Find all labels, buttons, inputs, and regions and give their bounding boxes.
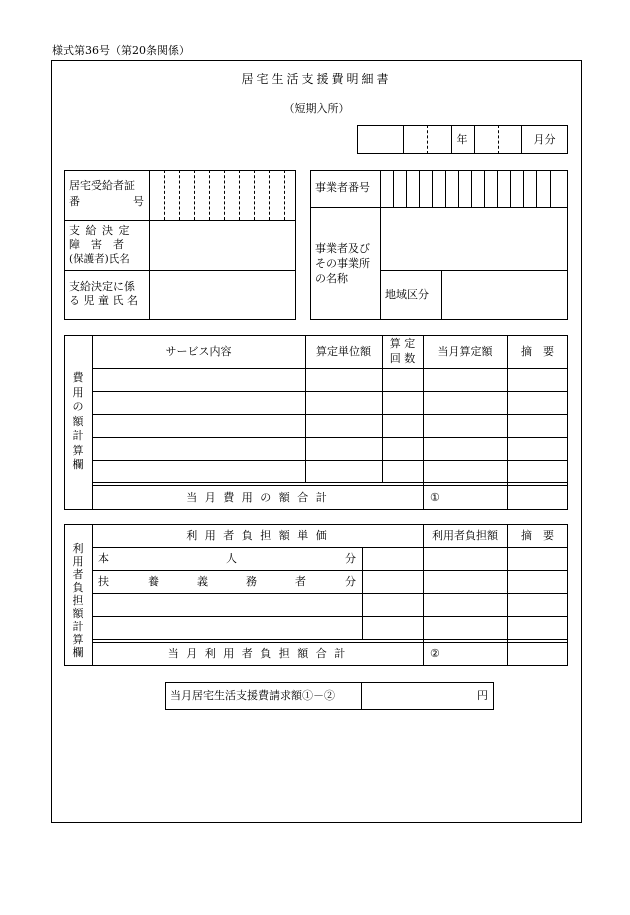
recipient-name-label: 支 給 決 定: [69, 224, 131, 237]
col-remarks: 摘 要: [521, 345, 554, 358]
year-label: 年: [456, 133, 468, 146]
burden-side-label: 利用者負担額計算欄: [72, 542, 84, 659]
col-unit: 算定単位額: [316, 345, 371, 358]
cost-total-label: 当 月 費 用 の 額 合 計: [186, 491, 329, 504]
col-burden-remarks: 摘 要: [521, 529, 554, 542]
guardian-label: 扶: [98, 575, 109, 588]
col-amount: 当月算定額: [437, 345, 493, 358]
child-name-label: 支給決定に係: [69, 280, 135, 293]
burden-total-mark: ②: [430, 647, 440, 660]
provider-name-label: 事業者及び: [315, 242, 370, 255]
burden-total-label: 当 月 利 用 者 負 担 額 合 計: [167, 647, 348, 660]
col-unit-price: 利 用 者 負 担 額 単 価: [186, 529, 329, 542]
cost-total-mark: ①: [430, 491, 440, 504]
claim-unit: 円: [477, 689, 488, 702]
cost-side-label: 費用の額計算欄: [72, 371, 84, 471]
self-label: 本: [98, 552, 109, 565]
col-burden-amount: 利用者負担額: [432, 529, 498, 542]
month-label: 月分: [533, 133, 556, 146]
claim-label: 当月居宅生活支援費請求額①－②: [170, 689, 335, 702]
col-service: サービス内容: [165, 345, 232, 358]
region-label: 地域区分: [385, 288, 429, 301]
page-subtitle: （短期入所）: [283, 102, 350, 115]
page-title: 居宅生活支援費明細書: [241, 72, 392, 86]
form-number: 様式第36号（第20条関係）: [52, 44, 190, 57]
provider-number-label: 事業者番号: [315, 181, 370, 194]
col-count: 算 定: [389, 337, 416, 350]
cert-number-label: 居宅受給者証: [69, 179, 135, 192]
burden-table: [64, 524, 568, 666]
